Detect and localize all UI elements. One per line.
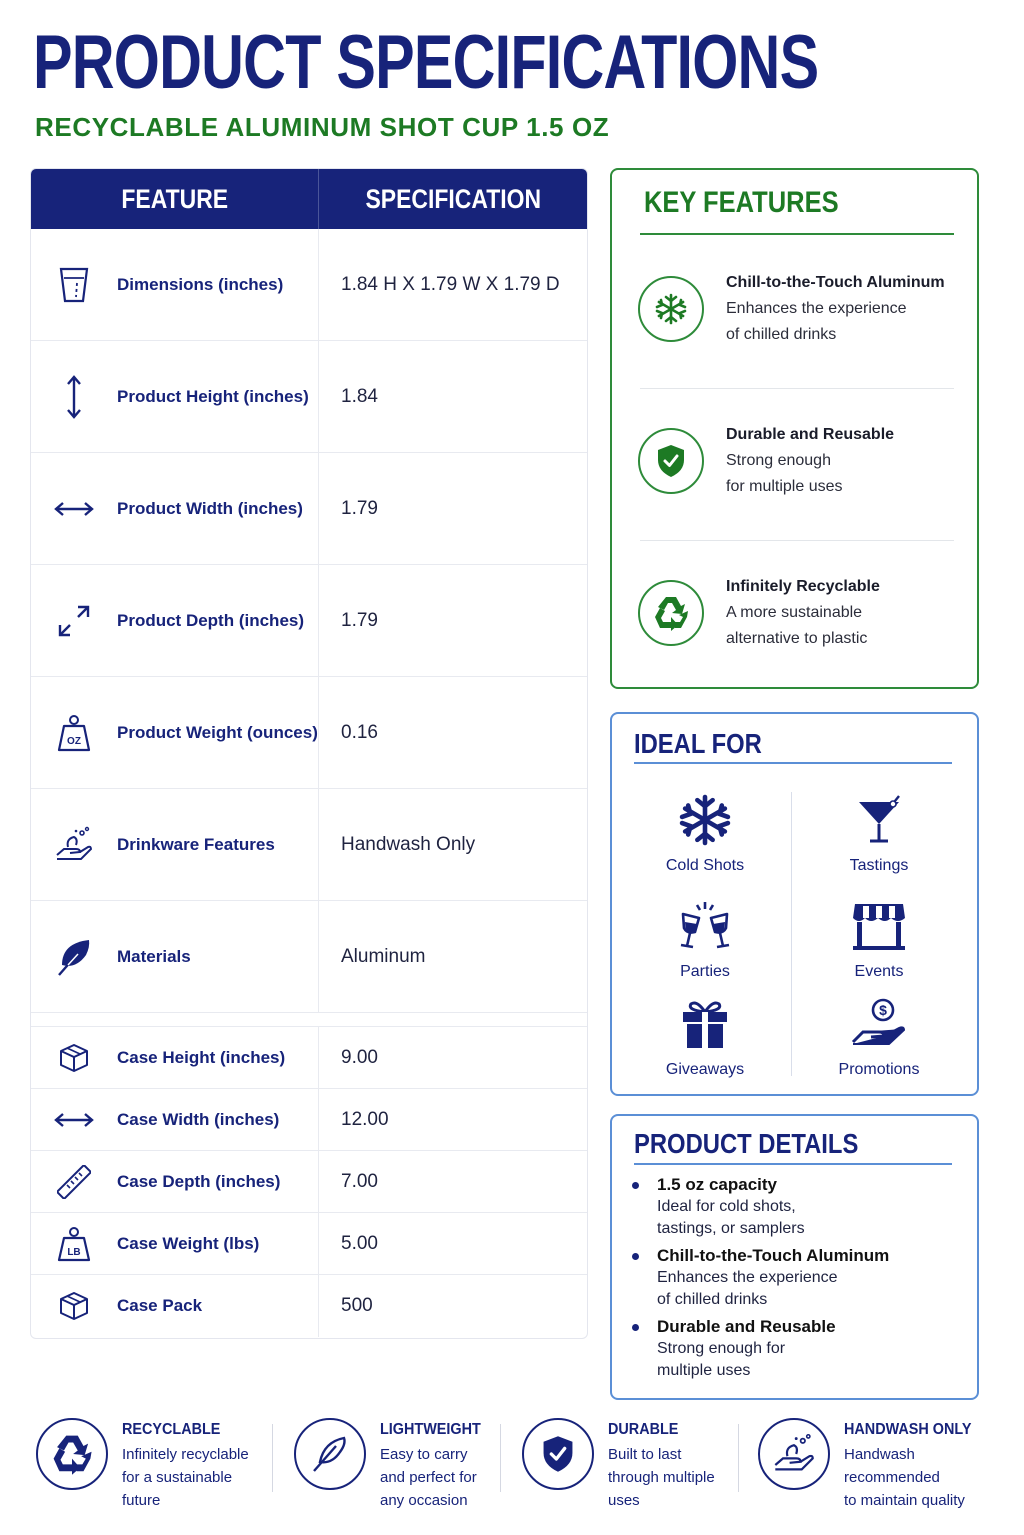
key-feature-desc: Strong enough — [726, 452, 831, 469]
page-subtitle: RECYCLABLE ALUMINUM SHOT CUP 1.5 OZ — [35, 112, 610, 142]
table-row — [31, 229, 587, 341]
detail-desc: Enhances the experience — [657, 1269, 838, 1286]
page-title: PRODUCT SPECIFICATIONS — [33, 20, 819, 105]
spec-table — [30, 168, 588, 1339]
svg-text:LB: LB — [67, 1246, 81, 1258]
table-row — [31, 1213, 587, 1275]
ideal-item-label: Tastings — [849, 857, 909, 874]
detail-desc: tastings, or samplers — [657, 1220, 805, 1237]
row-label: Case Pack — [117, 1296, 203, 1315]
specification-column-header: SPECIFICATION — [365, 183, 541, 214]
divider — [738, 1424, 739, 1492]
key-feature-item — [638, 422, 954, 500]
vertical-arrow-icon — [31, 374, 117, 420]
toast-glasses-icon — [677, 900, 733, 957]
detail-desc: multiple uses — [657, 1362, 751, 1379]
row-value: 1.84 H X 1.79 W X 1.79 D — [341, 273, 560, 295]
leaf-icon — [31, 937, 117, 977]
bullet — [632, 1182, 639, 1189]
spec-table-header — [31, 169, 587, 229]
table-row — [31, 901, 587, 1013]
martini-glass-icon — [853, 794, 905, 851]
key-feature-desc: for multiple uses — [726, 478, 843, 495]
ideal-item-promotions — [804, 998, 954, 1079]
ideal-item-tastings — [804, 794, 954, 875]
row-value: 12.00 — [341, 1108, 389, 1130]
horizontal-arrow-icon — [31, 1110, 117, 1130]
row-value: 7.00 — [341, 1170, 378, 1192]
detail-desc: of chilled drinks — [657, 1291, 768, 1308]
recycle-icon — [638, 580, 704, 646]
gift-icon — [679, 998, 731, 1055]
key-feature-desc: A more sustainable — [726, 604, 863, 621]
product-details-title: PRODUCT DETAILS — [634, 1128, 859, 1159]
row-label: Case Depth (inches) — [117, 1171, 281, 1191]
table-row — [31, 677, 587, 789]
bottom-feature-title: HANDWASH ONLY — [844, 1421, 972, 1438]
row-label: Case Width (inches) — [117, 1109, 280, 1129]
feature-column-header: FEATURE — [121, 183, 228, 214]
snowflake-icon — [679, 794, 731, 851]
divider — [791, 792, 792, 1076]
row-label: Product Weight (ounces) — [117, 722, 318, 742]
bottom-feature-durable — [522, 1418, 715, 1512]
horizontal-arrow-icon — [31, 499, 117, 519]
row-value: 500 — [341, 1295, 373, 1316]
row-label: Drinkware Features — [117, 834, 275, 854]
table-row — [31, 1151, 587, 1213]
table-row — [31, 1089, 587, 1151]
bottom-feature-handwash — [758, 1418, 986, 1512]
ruler-icon — [31, 1165, 117, 1199]
bullet — [632, 1253, 639, 1260]
divider — [640, 540, 954, 541]
detail-title: Durable and Reusable — [657, 1317, 836, 1336]
shield-check-icon — [522, 1418, 594, 1490]
box-icon — [31, 1290, 117, 1322]
bottom-feature-desc: for a sustainable — [122, 1469, 233, 1486]
product-details-panel — [610, 1114, 979, 1400]
bottom-feature-desc: to maintain quality — [844, 1492, 965, 1509]
ideal-item-label: Giveaways — [665, 1061, 745, 1078]
lb-weight-icon — [31, 1225, 117, 1263]
ideal-for-title: IDEAL FOR — [634, 728, 762, 759]
divider — [634, 1163, 952, 1165]
row-value: 9.00 — [341, 1046, 378, 1068]
bullet — [632, 1324, 639, 1331]
table-row — [31, 565, 587, 677]
ideal-item-label: Cold Shots — [665, 857, 745, 874]
list-item — [632, 1316, 952, 1382]
shield-check-icon — [638, 428, 704, 494]
row-value: 1.79 — [341, 609, 378, 631]
row-value: 0.16 — [341, 721, 378, 743]
row-label: Case Height (inches) — [117, 1047, 286, 1067]
storefront-icon — [851, 900, 907, 957]
ideal-item-cold-shots — [630, 794, 780, 875]
row-value: Aluminum — [341, 945, 426, 967]
ideal-item-parties — [630, 900, 780, 981]
row-value: 1.79 — [341, 497, 378, 519]
key-feature-title: Chill-to-the-Touch Aluminum — [726, 274, 945, 291]
bottom-feature-desc: recommended — [844, 1469, 940, 1486]
bottom-feature-desc: Handwash — [844, 1446, 915, 1463]
bottom-feature-desc: uses — [608, 1492, 640, 1509]
hand-coin-icon — [851, 998, 907, 1055]
key-feature-title: Infinitely Recyclable — [726, 578, 880, 595]
divider — [272, 1424, 273, 1492]
bottom-feature-lightweight — [294, 1418, 492, 1512]
svg-text:OZ: OZ — [67, 735, 81, 747]
bottom-feature-desc: any occasion — [380, 1492, 468, 1509]
table-row — [31, 1275, 587, 1337]
handwash-icon — [31, 825, 117, 865]
bottom-feature-desc: Built to last — [608, 1446, 682, 1463]
diagonal-arrows-icon — [31, 603, 117, 639]
detail-title: Chill-to-the-Touch Aluminum — [657, 1246, 890, 1265]
ideal-item-giveaways — [630, 998, 780, 1079]
bottom-feature-title: DURABLE — [608, 1421, 679, 1438]
bottom-feature-desc: and perfect for — [380, 1469, 477, 1486]
recycle-icon — [36, 1418, 108, 1490]
bottom-feature-desc: through multiple — [608, 1469, 715, 1486]
snowflake-icon — [638, 276, 704, 342]
key-features-title: KEY FEATURES — [644, 186, 839, 219]
bottom-feature-desc: future — [122, 1492, 161, 1509]
bottom-feature-recyclable — [36, 1418, 249, 1512]
ideal-item-label: Parties — [680, 963, 730, 980]
divider — [640, 388, 954, 389]
oz-weight-icon — [31, 713, 117, 753]
ideal-item-events — [804, 900, 954, 981]
bottom-feature-title: RECYCLABLE — [122, 1421, 221, 1438]
row-label: Product Depth (inches) — [117, 610, 305, 630]
detail-title: 1.5 oz capacity — [657, 1175, 778, 1194]
bottom-feature-title: LIGHTWEIGHT — [380, 1421, 481, 1438]
ideal-item-label: Promotions — [838, 1061, 920, 1078]
table-row — [31, 341, 587, 453]
ideal-for-panel — [610, 712, 979, 1096]
handwash-icon — [758, 1418, 830, 1490]
row-label: Case Weight (lbs) — [117, 1233, 260, 1253]
row-label: Dimensions (inches) — [117, 274, 284, 294]
row-label: Materials — [117, 946, 191, 966]
divider — [634, 762, 952, 764]
list-item — [632, 1174, 952, 1240]
bottom-feature-desc: Easy to carry — [380, 1446, 468, 1463]
table-row — [31, 1027, 587, 1089]
row-label: Product Width (inches) — [117, 498, 303, 518]
bottom-feature-desc: Infinitely recyclable — [122, 1446, 249, 1463]
cup-icon — [31, 265, 117, 305]
detail-desc: Ideal for cold shots, — [657, 1198, 796, 1215]
divider — [500, 1424, 501, 1492]
key-feature-desc: alternative to plastic — [726, 630, 868, 647]
box-icon — [31, 1042, 117, 1074]
key-feature-item — [638, 574, 954, 652]
divider — [640, 233, 954, 235]
detail-desc: Strong enough for — [657, 1340, 786, 1357]
ideal-item-label: Events — [854, 963, 904, 980]
row-value: Handwash Only — [341, 833, 476, 855]
key-feature-desc: Enhances the experience — [726, 300, 907, 317]
row-label: Product Height (inches) — [117, 386, 309, 406]
key-features-panel — [610, 168, 979, 689]
table-row — [31, 789, 587, 901]
table-row — [31, 453, 587, 565]
table-separator — [31, 1013, 587, 1027]
feather-icon — [294, 1418, 366, 1490]
key-feature-desc: of chilled drinks — [726, 326, 837, 343]
svg-text:$: $ — [879, 1002, 887, 1018]
row-value: 5.00 — [341, 1232, 378, 1254]
list-item — [632, 1245, 952, 1311]
key-feature-item — [638, 270, 954, 348]
key-feature-title: Durable and Reusable — [726, 426, 895, 443]
row-value: 1.84 — [341, 385, 378, 407]
